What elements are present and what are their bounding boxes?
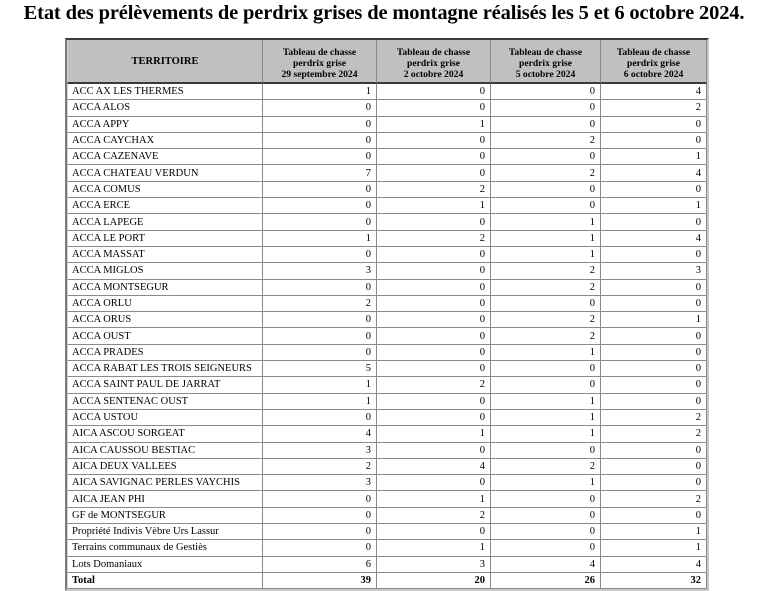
harvest-count-cell: 0 [491, 524, 601, 540]
harvest-count-cell: 0 [263, 280, 377, 296]
harvest-count-cell: 0 [377, 263, 491, 279]
harvest-count-cell: 2 [601, 491, 707, 507]
territoire-cell: ACCA USTOU [67, 410, 263, 426]
column-header-line: TERRITOIRE [131, 55, 199, 67]
column-header-date-4 [601, 40, 707, 84]
harvest-count-cell: 2 [601, 100, 707, 116]
table-row [67, 182, 707, 198]
harvest-count-cell: 1 [491, 345, 601, 361]
harvest-count-cell: 1 [491, 410, 601, 426]
harvest-count-cell: 0 [491, 198, 601, 214]
harvest-count-cell: 0 [377, 312, 491, 328]
territoire-cell: ACCA PRADES [67, 345, 263, 361]
harvest-count-cell: 1 [377, 540, 491, 556]
harvest-count-cell: 0 [601, 133, 707, 149]
harvest-count-cell: 0 [491, 443, 601, 459]
harvest-count-cell: 0 [263, 328, 377, 344]
table-row [67, 426, 707, 442]
total-value-cell: 26 [491, 573, 601, 589]
column-header-line: 2 octobre 2024 [403, 69, 464, 80]
harvest-count-cell: 2 [491, 312, 601, 328]
table-row [67, 557, 707, 573]
table-row [67, 312, 707, 328]
column-header-line: perdrix grise [406, 58, 461, 69]
territoire-cell: ACC AX LES THERMES [67, 84, 263, 100]
harvest-count-cell: 0 [377, 328, 491, 344]
harvest-count-cell: 2 [263, 296, 377, 312]
territoire-cell: ACCA RABAT LES TROIS SEIGNEURS [67, 361, 263, 377]
column-header-line: perdrix grise [518, 58, 573, 69]
harvest-count-cell: 3 [263, 443, 377, 459]
total-value-cell: 32 [601, 573, 707, 589]
table-row [67, 247, 707, 263]
harvest-count-cell: 0 [491, 491, 601, 507]
harvest-count-cell: 1 [377, 491, 491, 507]
harvest-count-cell: 2 [377, 508, 491, 524]
territoire-cell: ACCA MIGLOS [67, 263, 263, 279]
page-title: Etat des prélèvements de perdrix grises de montagne réalisés les 5 et 6 octobre 2024. [23, 2, 745, 24]
harvest-count-cell: 1 [601, 524, 707, 540]
harvest-count-cell: 0 [491, 361, 601, 377]
table-row [67, 524, 707, 540]
column-header-line: Tableau de chasse [616, 47, 691, 58]
column-header-line: Tableau de chasse [396, 47, 471, 58]
harvest-count-cell: 0 [601, 296, 707, 312]
harvest-count-cell: 2 [601, 426, 707, 442]
harvest-count-cell: 0 [601, 280, 707, 296]
harvest-count-cell: 0 [601, 328, 707, 344]
harvest-count-cell: 0 [377, 133, 491, 149]
table-row [67, 84, 707, 100]
harvest-count-cell: 4 [601, 84, 707, 100]
harvest-count-cell: 0 [601, 345, 707, 361]
harvest-count-cell: 4 [377, 459, 491, 475]
harvest-count-cell: 0 [377, 247, 491, 263]
harvest-count-cell: 2 [377, 377, 491, 393]
harvest-count-cell: 0 [263, 524, 377, 540]
harvest-count-cell: 0 [263, 345, 377, 361]
harvest-count-cell: 1 [377, 117, 491, 133]
total-value-cell: 39 [263, 573, 377, 589]
harvest-count-cell: 1 [491, 214, 601, 230]
table-row [67, 117, 707, 133]
table-row [67, 491, 707, 507]
territoire-cell: AICA DEUX VALLEES [67, 459, 263, 475]
column-header-line: Tableau de chasse [282, 47, 357, 58]
column-header-line: 6 octobre 2024 [623, 69, 684, 80]
table-row [67, 263, 707, 279]
harvest-count-cell: 0 [377, 280, 491, 296]
harvest-count-cell: 1 [601, 312, 707, 328]
table-row [67, 361, 707, 377]
harvest-count-cell: 7 [263, 165, 377, 181]
harvest-count-cell: 2 [263, 459, 377, 475]
territoire-cell: ACCA MASSAT [67, 247, 263, 263]
harvest-count-cell: 0 [491, 377, 601, 393]
harvest-count-cell: 0 [491, 508, 601, 524]
column-header-line: perdrix grise [626, 58, 681, 69]
table-body [67, 84, 707, 589]
territoire-cell: ACCA SAINT PAUL DE JARRAT [67, 377, 263, 393]
harvest-count-cell: 0 [491, 84, 601, 100]
harvest-count-cell: 2 [601, 410, 707, 426]
territoire-cell: ACCA APPY [67, 117, 263, 133]
harvest-count-cell: 0 [491, 117, 601, 133]
harvest-count-cell: 0 [377, 165, 491, 181]
column-header-date-3 [491, 40, 601, 84]
harvest-count-cell: 2 [491, 263, 601, 279]
territoire-cell: ACCA LAPEGE [67, 214, 263, 230]
table-row [67, 296, 707, 312]
harvest-count-cell: 1 [491, 231, 601, 247]
harvest-count-cell: 1 [263, 394, 377, 410]
harvest-count-cell: 0 [491, 182, 601, 198]
table-row [67, 443, 707, 459]
table-row [67, 508, 707, 524]
territoire-cell: ACCA CAZENAVE [67, 149, 263, 165]
table-row [67, 459, 707, 475]
harvest-count-cell: 0 [377, 214, 491, 230]
harvest-count-cell: 1 [377, 426, 491, 442]
harvest-count-cell: 0 [263, 491, 377, 507]
harvest-count-cell: 1 [601, 540, 707, 556]
harvest-count-cell: 0 [601, 214, 707, 230]
column-header-territoire [67, 40, 263, 84]
harvest-count-cell: 0 [601, 475, 707, 491]
harvest-count-cell: 0 [601, 247, 707, 263]
territoire-cell: ACCA MONTSEGUR [67, 280, 263, 296]
harvest-table [65, 38, 709, 591]
table-row [67, 231, 707, 247]
harvest-count-cell: 0 [377, 296, 491, 312]
harvest-count-cell: 0 [377, 361, 491, 377]
table-row [67, 377, 707, 393]
harvest-count-cell: 0 [377, 149, 491, 165]
harvest-count-cell: 0 [263, 117, 377, 133]
table-row [67, 394, 707, 410]
harvest-count-cell: 1 [491, 426, 601, 442]
harvest-count-cell: 0 [263, 214, 377, 230]
column-header-date-2 [377, 40, 491, 84]
harvest-count-cell: 4 [601, 231, 707, 247]
harvest-count-cell: 2 [377, 182, 491, 198]
harvest-count-cell: 0 [377, 524, 491, 540]
table-row [67, 328, 707, 344]
harvest-count-cell: 6 [263, 557, 377, 573]
harvest-count-cell: 0 [263, 133, 377, 149]
harvest-count-cell: 2 [491, 133, 601, 149]
harvest-count-cell: 0 [377, 443, 491, 459]
harvest-count-cell: 0 [601, 508, 707, 524]
harvest-count-cell: 1 [263, 84, 377, 100]
harvest-count-cell: 0 [377, 394, 491, 410]
total-row [67, 573, 707, 589]
territoire-cell: ACCA COMUS [67, 182, 263, 198]
harvest-count-cell: 0 [491, 296, 601, 312]
territoire-cell: ACCA CAYCHAX [67, 133, 263, 149]
column-header-date-1 [263, 40, 377, 84]
table-row [67, 410, 707, 426]
harvest-count-cell: 5 [263, 361, 377, 377]
territoire-cell: ACCA ALOS [67, 100, 263, 116]
territoire-cell: ACCA LE PORT [67, 231, 263, 247]
territoire-cell: Lots Domaniaux [67, 557, 263, 573]
harvest-count-cell: 4 [601, 165, 707, 181]
harvest-count-cell: 2 [377, 231, 491, 247]
harvest-count-cell: 4 [601, 557, 707, 573]
harvest-count-cell: 0 [491, 100, 601, 116]
harvest-count-cell: 0 [377, 345, 491, 361]
territoire-cell: ACCA OUST [67, 328, 263, 344]
territoire-cell: AICA SAVIGNAC PERLES VAYCHIS [67, 475, 263, 491]
harvest-count-cell: 0 [263, 540, 377, 556]
table-row [67, 165, 707, 181]
harvest-count-cell: 0 [263, 312, 377, 328]
table-row [67, 345, 707, 361]
harvest-count-cell: 0 [601, 443, 707, 459]
table-row [67, 198, 707, 214]
harvest-count-cell: 0 [377, 410, 491, 426]
harvest-count-cell: 3 [377, 557, 491, 573]
harvest-count-cell: 1 [263, 231, 377, 247]
harvest-count-cell: 0 [263, 247, 377, 263]
total-value-cell: 20 [377, 573, 491, 589]
harvest-count-cell: 0 [263, 508, 377, 524]
territoire-cell: AICA ASCOU SORGEAT [67, 426, 263, 442]
territoire-cell: ACCA ORUS [67, 312, 263, 328]
harvest-count-cell: 1 [491, 247, 601, 263]
table-row [67, 280, 707, 296]
territoire-cell: AICA JEAN PHI [67, 491, 263, 507]
harvest-count-cell: 0 [377, 84, 491, 100]
territoire-cell: Terrains communaux de Gestiès [67, 540, 263, 556]
harvest-count-cell: 3 [263, 475, 377, 491]
harvest-count-cell: 0 [263, 149, 377, 165]
table-row [67, 100, 707, 116]
column-header-line: Tableau de chasse [508, 47, 583, 58]
harvest-count-cell: 1 [491, 475, 601, 491]
harvest-count-cell: 1 [601, 198, 707, 214]
harvest-count-cell: 1 [601, 149, 707, 165]
harvest-count-cell: 2 [491, 328, 601, 344]
table-row [67, 540, 707, 556]
territoire-cell: ACCA ORLU [67, 296, 263, 312]
table-header-row [67, 40, 707, 84]
harvest-count-cell: 0 [263, 182, 377, 198]
harvest-count-cell: 0 [601, 182, 707, 198]
column-header-line: perdrix grise [292, 58, 347, 69]
territoire-cell: GF de MONTSEGUR [67, 508, 263, 524]
harvest-count-cell: 1 [377, 198, 491, 214]
territoire-cell: ACCA ERCE [67, 198, 263, 214]
harvest-count-cell: 2 [491, 165, 601, 181]
harvest-count-cell: 0 [601, 117, 707, 133]
harvest-count-cell: 0 [377, 100, 491, 116]
table-row [67, 214, 707, 230]
harvest-count-cell: 4 [263, 426, 377, 442]
harvest-count-cell: 0 [601, 394, 707, 410]
table-row [67, 133, 707, 149]
territoire-cell: Propriété Indivis Vèbre Urs Lassur [67, 524, 263, 540]
territoire-cell: ACCA CHATEAU VERDUN [67, 165, 263, 181]
harvest-count-cell: 2 [491, 280, 601, 296]
harvest-count-cell: 0 [601, 459, 707, 475]
harvest-count-cell: 3 [263, 263, 377, 279]
harvest-count-cell: 2 [491, 459, 601, 475]
column-header-line: 29 septembre 2024 [281, 69, 358, 80]
harvest-count-cell: 0 [491, 149, 601, 165]
harvest-count-cell: 0 [263, 410, 377, 426]
harvest-count-cell: 0 [377, 475, 491, 491]
harvest-count-cell: 3 [601, 263, 707, 279]
harvest-count-cell: 0 [601, 377, 707, 393]
table-row [67, 475, 707, 491]
harvest-count-cell: 0 [601, 361, 707, 377]
harvest-count-cell: 0 [263, 198, 377, 214]
total-label: Total [67, 573, 263, 589]
harvest-count-cell: 1 [491, 394, 601, 410]
harvest-count-cell: 0 [491, 540, 601, 556]
column-header-line: 5 octobre 2024 [515, 69, 576, 80]
harvest-count-cell: 4 [491, 557, 601, 573]
table-row [67, 149, 707, 165]
harvest-count-cell: 0 [263, 100, 377, 116]
territoire-cell: ACCA SENTENAC OUST [67, 394, 263, 410]
harvest-count-cell: 1 [263, 377, 377, 393]
territoire-cell: AICA CAUSSOU BESTIAC [67, 443, 263, 459]
